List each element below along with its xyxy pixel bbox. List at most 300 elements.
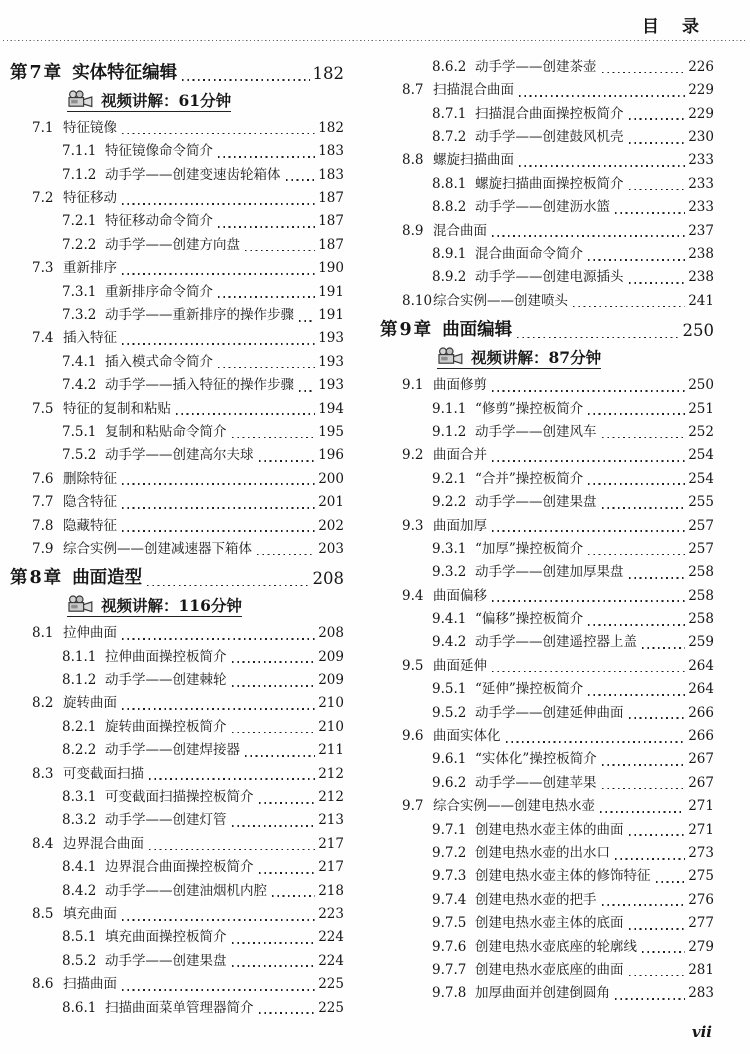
toc-entry-row bbox=[380, 397, 714, 420]
entry-number: 7.5.2 bbox=[62, 447, 97, 464]
entry-number: 8.1 bbox=[32, 625, 54, 642]
toc-entry-row bbox=[10, 809, 344, 832]
entry-title: 曲面偏移 bbox=[433, 587, 487, 604]
dot-leader bbox=[629, 282, 686, 284]
entry-page-number: 210 bbox=[318, 695, 344, 712]
entry-title: 动手学——创建高尔夫球 bbox=[105, 447, 254, 464]
entry-page-number: 194 bbox=[318, 400, 344, 417]
dot-leader bbox=[122, 483, 315, 485]
dot-leader bbox=[492, 460, 685, 462]
toc-entry-row bbox=[10, 186, 344, 209]
entry-page-number: 233 bbox=[688, 199, 714, 216]
dot-leader bbox=[218, 296, 315, 298]
entry-page-number: 271 bbox=[688, 821, 714, 838]
dot-leader bbox=[149, 778, 315, 780]
entry-page-number: 218 bbox=[318, 882, 344, 899]
entry-number: 9.7.5 bbox=[432, 915, 467, 932]
entry-number: 7.5 bbox=[32, 400, 54, 417]
entry-page-number: 193 bbox=[318, 353, 344, 370]
entry-number: 8.3.2 bbox=[62, 812, 97, 829]
entry-page-number: 217 bbox=[318, 859, 344, 876]
entry-number: 8.6.1 bbox=[62, 999, 97, 1016]
entry-title: 曲面延伸 bbox=[433, 657, 487, 674]
toc-entry-row bbox=[380, 794, 714, 817]
entry-number: 8.9 bbox=[402, 222, 424, 239]
dot-leader bbox=[588, 694, 685, 696]
dot-leader bbox=[259, 872, 316, 874]
dot-leader bbox=[259, 460, 316, 462]
entry-number: 8.7.2 bbox=[432, 129, 467, 146]
dot-leader bbox=[602, 437, 686, 439]
toc-entry-row bbox=[380, 888, 714, 911]
toc-entry-row bbox=[380, 935, 714, 958]
toc-entry-row bbox=[380, 584, 714, 607]
entry-number: 8.8.1 bbox=[432, 175, 467, 192]
video-row bbox=[10, 591, 344, 621]
toc-entry-row bbox=[10, 762, 344, 785]
entry-number: 第8章 bbox=[10, 567, 64, 588]
entry-page-number: 190 bbox=[318, 260, 344, 277]
toc-entry-row bbox=[10, 420, 344, 443]
chapter-row bbox=[10, 55, 344, 86]
entry-title: 综合实例——创建电热水壶 bbox=[433, 798, 595, 815]
entry-number: 8.2.2 bbox=[62, 742, 97, 759]
entry-number: 8.7 bbox=[402, 82, 424, 99]
entry-page-number: 208 bbox=[312, 568, 344, 588]
dot-leader bbox=[629, 717, 686, 719]
entry-number: 第9章 bbox=[380, 319, 434, 340]
entry-number: 8.5 bbox=[32, 906, 54, 922]
dot-leader bbox=[492, 671, 685, 673]
toc-entry-row bbox=[10, 327, 344, 350]
entry-page-number: 229 bbox=[688, 105, 714, 122]
dot-leader bbox=[122, 203, 315, 205]
entry-page-number: 237 bbox=[688, 222, 714, 239]
toc-entry-row bbox=[380, 771, 714, 794]
toc-entry-row bbox=[380, 172, 714, 195]
toc-entry-row bbox=[10, 715, 344, 738]
entry-number: 9.7 bbox=[402, 798, 424, 815]
dot-leader bbox=[218, 156, 315, 158]
entry-page-number: 208 bbox=[318, 625, 344, 642]
dot-leader bbox=[245, 250, 315, 252]
toc-entry-row bbox=[10, 855, 344, 878]
video-label: 视频讲解：87分钟 bbox=[471, 347, 602, 367]
entry-number: 8.4 bbox=[32, 835, 54, 852]
entry-page-number: 211 bbox=[318, 742, 344, 759]
entry-page-number: 276 bbox=[688, 891, 714, 908]
entry-page-number: 187 bbox=[318, 213, 344, 230]
dot-leader bbox=[299, 320, 315, 322]
toc-entry-row bbox=[10, 621, 344, 644]
entry-page-number: 257 bbox=[688, 540, 714, 557]
entry-number: 8.6.2 bbox=[432, 58, 467, 75]
entry-title: 特征的复制和粘贴 bbox=[63, 400, 171, 417]
video-label: 视频讲解：61分钟 bbox=[101, 90, 232, 110]
entry-number: 8.8.2 bbox=[432, 199, 467, 216]
toc-entry-row bbox=[380, 958, 714, 981]
entry-number: 9.3.2 bbox=[432, 564, 467, 581]
toc-entry-row bbox=[380, 677, 714, 700]
entry-page-number: 233 bbox=[688, 152, 714, 169]
toc-entry-row bbox=[380, 490, 714, 513]
toc-entry-row bbox=[10, 785, 344, 808]
entry-title: 曲面编辑 bbox=[442, 319, 513, 340]
entry-number: 8.5.1 bbox=[62, 929, 97, 946]
entry-page-number: 258 bbox=[688, 587, 714, 604]
entry-title: 动手学——插入特征的操作步骤 bbox=[105, 377, 294, 394]
entry-title: 填充曲面 bbox=[63, 906, 117, 922]
entry-page-number: 257 bbox=[688, 517, 714, 534]
entry-number: 9.4.2 bbox=[432, 634, 467, 651]
entry-title: 动手学——创建方向盘 bbox=[105, 236, 240, 253]
entry-number: 8.2 bbox=[32, 695, 54, 712]
dot-leader bbox=[182, 79, 309, 81]
dot-leader bbox=[629, 142, 686, 144]
dot-leader bbox=[573, 306, 685, 308]
entry-number: 7.7 bbox=[32, 494, 54, 511]
dot-leader bbox=[519, 95, 685, 97]
dot-leader bbox=[218, 226, 315, 228]
entry-title: “修剪”操控板简介 bbox=[475, 400, 584, 417]
entry-page-number: 254 bbox=[688, 447, 714, 464]
dot-leader bbox=[122, 638, 315, 640]
entry-page-number: 264 bbox=[688, 657, 714, 674]
entry-number: 8.1.2 bbox=[62, 672, 97, 689]
entry-title: 混合曲面 bbox=[433, 222, 487, 239]
entry-title: 插入模式命令简介 bbox=[105, 353, 213, 370]
toc-entry-row bbox=[10, 116, 344, 139]
entry-number: 9.6.2 bbox=[432, 774, 467, 791]
entry-title: 边界混合曲面 bbox=[63, 835, 144, 852]
dot-leader bbox=[629, 577, 686, 579]
chapter-row bbox=[10, 560, 344, 591]
entry-page-number: 252 bbox=[688, 423, 714, 440]
entry-title: 扫描混合曲面 bbox=[433, 82, 514, 99]
toc-entry-row bbox=[10, 139, 344, 162]
toc-column-right bbox=[380, 55, 714, 1019]
entry-page-number: 193 bbox=[318, 330, 344, 347]
entry-title: 曲面实体化 bbox=[433, 728, 501, 745]
entry-title: 螺旋扫描曲面 bbox=[433, 152, 514, 169]
toc-entry-row bbox=[10, 902, 344, 925]
entry-title: 隐藏特征 bbox=[63, 517, 117, 534]
entry-title: 动手学——创建焊接器 bbox=[105, 742, 240, 759]
dot-leader bbox=[232, 965, 316, 967]
entry-title: 可变截面扫描操控板简介 bbox=[105, 789, 254, 806]
dot-leader bbox=[642, 951, 685, 953]
entry-number: 9.7.4 bbox=[432, 891, 467, 908]
dot-leader bbox=[629, 975, 686, 977]
entry-title: 动手学——创建变速齿轮箱体 bbox=[105, 166, 281, 183]
entry-number: 9.2 bbox=[402, 447, 424, 464]
toc-entry-row bbox=[10, 256, 344, 279]
toc-entry-row bbox=[380, 125, 714, 148]
entry-number: 8.8 bbox=[402, 152, 424, 169]
entry-page-number: 271 bbox=[688, 798, 714, 815]
video-heading bbox=[67, 90, 231, 112]
dot-leader bbox=[629, 118, 686, 120]
entry-title: 动手学——重新排序的操作步骤 bbox=[105, 307, 294, 324]
entry-title: 删除特征 bbox=[63, 470, 117, 487]
dot-leader bbox=[176, 413, 315, 415]
entry-number: 8.2.1 bbox=[62, 718, 97, 735]
dot-leader bbox=[122, 530, 315, 532]
entry-number: 9.3 bbox=[402, 517, 424, 534]
video-row bbox=[380, 343, 714, 373]
chapter-row bbox=[380, 312, 714, 343]
dot-leader bbox=[602, 507, 686, 509]
entry-number: 9.7.2 bbox=[432, 845, 467, 861]
entry-title: 曲面修剪 bbox=[433, 377, 487, 394]
entry-title: 创建电热水壶主体的修饰特征 bbox=[475, 868, 651, 885]
dot-leader bbox=[602, 72, 686, 74]
entry-page-number: 209 bbox=[318, 672, 344, 689]
dot-leader bbox=[122, 708, 315, 710]
entry-page-number: 250 bbox=[682, 320, 714, 340]
page-title: 目 录 bbox=[642, 17, 702, 37]
entry-title: “合并”操控板简介 bbox=[475, 470, 584, 487]
entry-title: 特征镜像命令简介 bbox=[105, 143, 213, 160]
entry-page-number: 279 bbox=[688, 938, 714, 955]
toc-entry-row bbox=[380, 631, 714, 654]
entry-title: 特征镜像 bbox=[63, 119, 117, 136]
entry-page-number: 258 bbox=[688, 611, 714, 628]
entry-number: 9.5.1 bbox=[432, 681, 467, 698]
entry-number: 9.2.1 bbox=[432, 470, 467, 487]
video-camera-icon bbox=[437, 347, 464, 365]
entry-title: 曲面合并 bbox=[433, 447, 487, 464]
dot-leader bbox=[257, 554, 315, 556]
entry-title: 动手学——创建鼓风机壳 bbox=[475, 129, 624, 146]
entry-number: 8.9.1 bbox=[432, 246, 467, 263]
entry-page-number: 250 bbox=[688, 377, 714, 394]
entry-number: 8.3.1 bbox=[62, 789, 97, 806]
entry-title: 动手学——创建延伸曲面 bbox=[475, 704, 624, 721]
entry-number: 7.1.1 bbox=[62, 143, 97, 160]
entry-page-number: 212 bbox=[318, 789, 344, 806]
dot-leader bbox=[122, 343, 315, 345]
entry-title: 特征移动 bbox=[63, 190, 117, 207]
entry-title: 特征移动命令简介 bbox=[105, 213, 213, 230]
dot-leader bbox=[588, 483, 685, 485]
entry-page-number: 223 bbox=[318, 906, 344, 922]
entry-title: 创建电热水壶的出水口 bbox=[475, 845, 610, 861]
entry-number: 9.4.1 bbox=[432, 611, 467, 628]
entry-title: 实体特征编辑 bbox=[72, 62, 178, 83]
toc-entry-row bbox=[380, 373, 714, 396]
dot-leader bbox=[232, 437, 316, 439]
toc-entry-row bbox=[10, 996, 344, 1019]
entry-number: 7.9 bbox=[32, 540, 54, 557]
entry-page-number: 200 bbox=[318, 470, 344, 487]
dot-leader bbox=[232, 661, 316, 663]
toc-column-left bbox=[10, 55, 344, 1019]
video-camera-icon bbox=[67, 595, 94, 613]
toc-entry-row bbox=[380, 420, 714, 443]
entry-page-number: 182 bbox=[312, 63, 344, 83]
dot-leader bbox=[506, 741, 686, 743]
dot-leader bbox=[492, 235, 685, 237]
entry-title: 加厚曲面并创建倒圆角 bbox=[475, 985, 610, 1002]
dot-leader bbox=[602, 764, 685, 766]
entry-title: 插入特征 bbox=[63, 330, 117, 347]
dot-leader bbox=[122, 507, 315, 509]
entry-title: “实体化”操控板简介 bbox=[475, 751, 597, 768]
dot-leader bbox=[122, 919, 315, 921]
toc-entry-row bbox=[10, 926, 344, 949]
entry-number: 9.6 bbox=[402, 728, 424, 745]
entry-title: 动手学——创建加厚果盘 bbox=[475, 564, 624, 581]
entry-title: 边界混合曲面操控板简介 bbox=[105, 859, 254, 876]
entry-title: 动手学——创建果盘 bbox=[105, 952, 227, 969]
dot-leader bbox=[519, 165, 685, 167]
entry-page-number: 224 bbox=[318, 952, 344, 969]
toc-entry-row bbox=[380, 102, 714, 125]
dot-leader bbox=[492, 390, 685, 392]
entry-number: 第7章 bbox=[10, 62, 64, 83]
toc-entry-row bbox=[380, 607, 714, 630]
toc-entry-row bbox=[10, 303, 344, 326]
entry-number: 9.6.1 bbox=[432, 751, 467, 768]
toc-entry-row bbox=[10, 514, 344, 537]
entry-page-number: 195 bbox=[318, 423, 344, 440]
dot-leader bbox=[232, 942, 316, 944]
entry-number: 7.2.2 bbox=[62, 236, 97, 253]
entry-page-number: 267 bbox=[688, 751, 714, 768]
entry-page-number: 283 bbox=[688, 985, 714, 1002]
dot-leader bbox=[232, 685, 316, 687]
entry-title: 复制和粘贴命令简介 bbox=[105, 423, 227, 440]
dot-leader bbox=[492, 530, 685, 532]
entry-title: “偏移”操控板简介 bbox=[475, 611, 584, 628]
toc-entry-row bbox=[10, 163, 344, 186]
entry-page-number: 275 bbox=[688, 868, 714, 885]
entry-number: 8.9.2 bbox=[432, 269, 467, 286]
video-heading bbox=[67, 595, 242, 617]
entry-number: 9.1.1 bbox=[432, 400, 467, 417]
entry-number: 7.2.1 bbox=[62, 213, 97, 230]
entry-number: 8.7.1 bbox=[432, 105, 467, 122]
entry-title: 曲面加厚 bbox=[433, 517, 487, 534]
toc-entry-row bbox=[10, 949, 344, 972]
toc-entry-row bbox=[380, 841, 714, 864]
toc-entry-row bbox=[10, 645, 344, 668]
dot-leader bbox=[602, 788, 686, 790]
toc-entry-row bbox=[10, 692, 344, 715]
entry-number: 8.6 bbox=[32, 976, 54, 993]
entry-number: 9.7.3 bbox=[432, 868, 467, 885]
dot-leader bbox=[588, 554, 685, 556]
entry-page-number: 225 bbox=[318, 999, 344, 1016]
entry-page-number: 267 bbox=[688, 774, 714, 791]
entry-page-number: 259 bbox=[688, 634, 714, 651]
entry-title: 拉伸曲面 bbox=[63, 625, 117, 642]
entry-title: “延伸”操控板简介 bbox=[475, 681, 584, 698]
entry-title: 创建电热水壶主体的底面 bbox=[475, 915, 624, 932]
toc-entry-row bbox=[380, 78, 714, 101]
entry-title: “加厚”操控板简介 bbox=[475, 540, 584, 557]
entry-title: 动手学——创建果盘 bbox=[475, 494, 597, 511]
entry-page-number: 254 bbox=[688, 470, 714, 487]
entry-title: 动手学——创建灯管 bbox=[105, 812, 227, 829]
toc-entry-row bbox=[380, 514, 714, 537]
toc-entry-row bbox=[380, 289, 714, 312]
entry-title: 扫描曲面 bbox=[63, 976, 117, 993]
entry-title: 旋转曲面操控板简介 bbox=[105, 718, 227, 735]
dot-leader bbox=[629, 928, 686, 930]
toc-entry-row bbox=[380, 818, 714, 841]
toc-entry-row bbox=[10, 233, 344, 256]
entry-title: 混合曲面命令简介 bbox=[475, 246, 583, 263]
entry-page-number: 238 bbox=[688, 246, 714, 263]
dot-leader bbox=[615, 998, 685, 1000]
toc-entry-row bbox=[10, 879, 344, 902]
entry-title: 螺旋扫描曲面操控板简介 bbox=[475, 175, 624, 192]
entry-page-number: 233 bbox=[688, 175, 714, 192]
dot-leader bbox=[642, 647, 685, 649]
entry-page-number: 213 bbox=[318, 812, 344, 829]
video-label: 视频讲解：116分钟 bbox=[101, 595, 242, 615]
toc-entry-row bbox=[380, 981, 714, 1004]
dot-leader bbox=[286, 179, 316, 181]
entry-title: 拉伸曲面操控板简介 bbox=[105, 648, 227, 665]
entry-title: 动手学——创建苹果 bbox=[475, 774, 597, 791]
entry-number: 9.7.8 bbox=[432, 985, 467, 1002]
entry-page-number: 277 bbox=[688, 915, 714, 932]
entry-page-number: 193 bbox=[318, 377, 344, 394]
entry-page-number: 202 bbox=[318, 517, 344, 534]
entry-number: 8.3 bbox=[32, 765, 54, 782]
dot-leader bbox=[615, 212, 685, 214]
toc-entry-row bbox=[10, 668, 344, 691]
entry-title: 隐含特征 bbox=[63, 494, 117, 511]
entry-page-number: 201 bbox=[318, 494, 344, 511]
dot-leader bbox=[588, 413, 685, 415]
toc-entry-row bbox=[380, 701, 714, 724]
toc-entry-row bbox=[10, 467, 344, 490]
entry-title: 重新排序 bbox=[63, 260, 117, 277]
entry-page-number: 183 bbox=[318, 166, 344, 183]
toc-entry-row bbox=[380, 654, 714, 677]
entry-number: 7.4.2 bbox=[62, 377, 97, 394]
entry-number: 9.4 bbox=[402, 587, 424, 604]
entry-page-number: 255 bbox=[688, 494, 714, 511]
entry-number: 7.1 bbox=[32, 119, 54, 136]
entry-title: 扫描曲面菜单管理器简介 bbox=[105, 999, 254, 1016]
entry-page-number: 182 bbox=[318, 119, 344, 136]
entry-page-number: 187 bbox=[318, 190, 344, 207]
entry-number: 8.4.1 bbox=[62, 859, 97, 876]
entry-number: 7.8 bbox=[32, 517, 54, 534]
entry-number: 9.7.6 bbox=[432, 938, 467, 955]
entry-number: 9.3.1 bbox=[432, 540, 467, 557]
dot-leader bbox=[600, 811, 685, 813]
toc-entry-row bbox=[380, 55, 714, 78]
entry-page-number: 210 bbox=[318, 718, 344, 735]
entry-number: 9.2.2 bbox=[432, 494, 467, 511]
toc-entry-row bbox=[380, 724, 714, 747]
dot-leader bbox=[147, 585, 309, 587]
entry-title: 动手学——创建风车 bbox=[475, 423, 597, 440]
toc-entry-row bbox=[10, 490, 344, 513]
entry-page-number: 238 bbox=[688, 269, 714, 286]
entry-number: 7.1.2 bbox=[62, 166, 97, 183]
dot-leader bbox=[149, 849, 315, 851]
toc-entry-row bbox=[380, 748, 714, 771]
toc-entry-row bbox=[380, 911, 714, 934]
toc-entry-row bbox=[10, 972, 344, 995]
